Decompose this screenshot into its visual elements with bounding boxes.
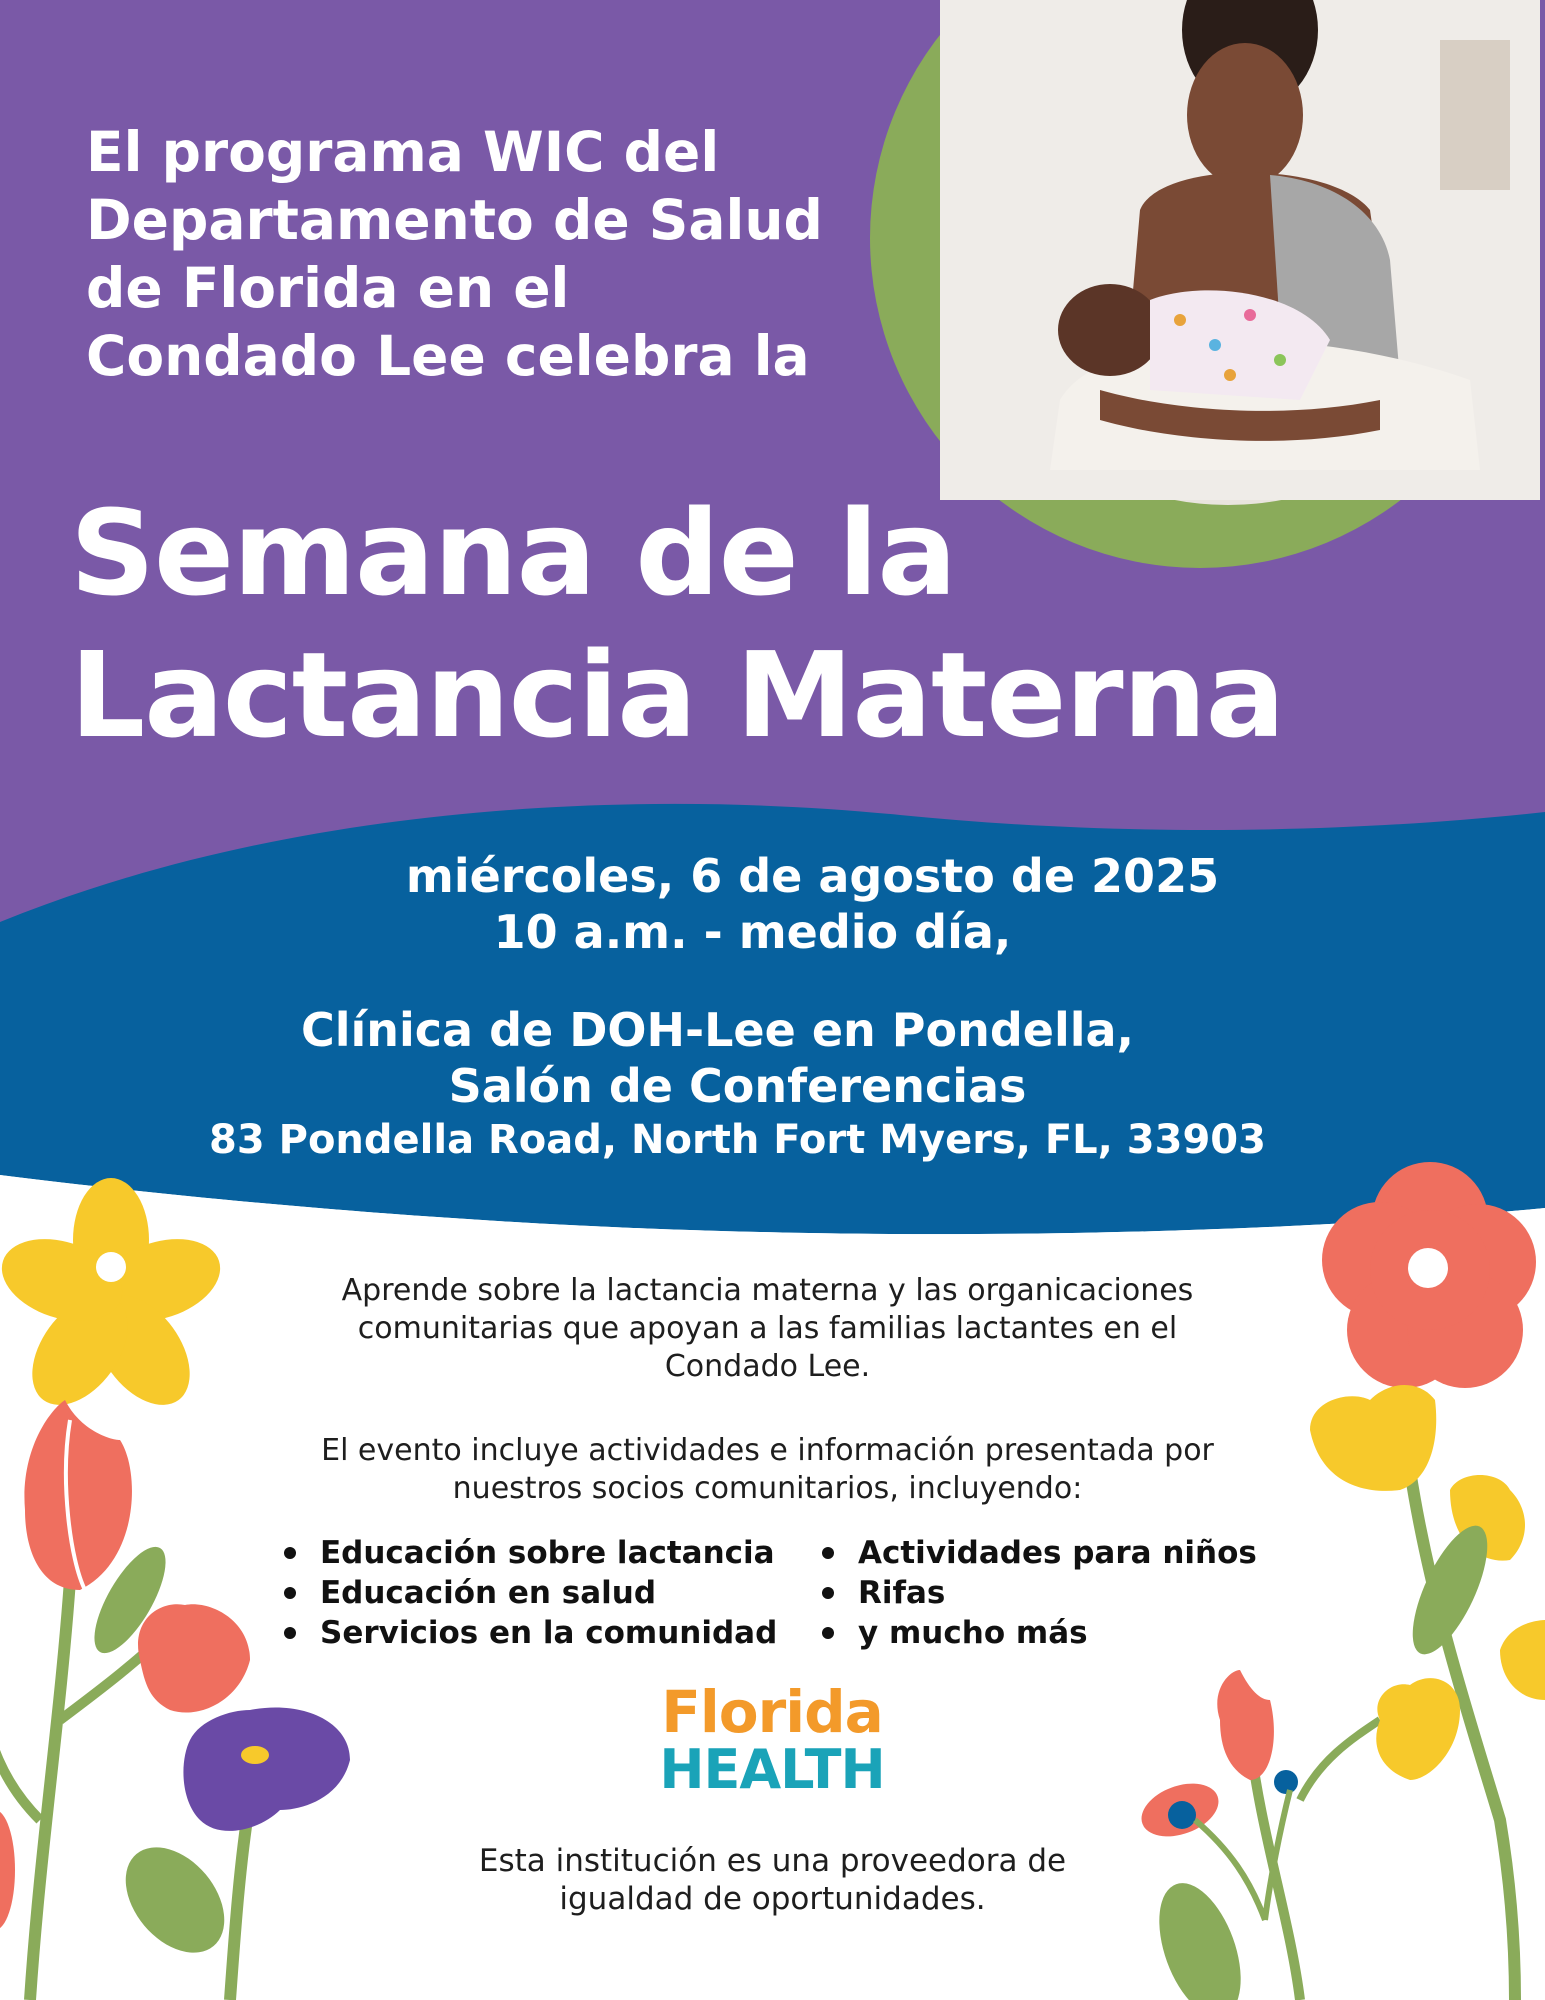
event-address: 83 Pondella Road, North Fort Myers, FL, 33903 xyxy=(209,1117,1266,1163)
description-line: Condado Lee. xyxy=(664,1349,871,1384)
activities-list-right xyxy=(818,1533,1318,1653)
list-item: y mucho más xyxy=(818,1613,1318,1653)
title-line: Semana de la xyxy=(70,484,956,622)
activities-list-left xyxy=(280,1533,820,1653)
mother-breastfeeding-baby-photo xyxy=(940,0,1540,500)
activities-intro xyxy=(230,1432,1305,1508)
description-line: comunitarias que apoyan a las familias lactantes en el xyxy=(357,1311,1178,1346)
event-date: miércoles, 6 de agosto de 2025 xyxy=(405,849,1220,903)
list-item: Servicios en la comunidad xyxy=(280,1613,820,1653)
activities-intro-line: El evento incluye actividades e información presentada por xyxy=(321,1433,1214,1468)
event-room: Salón de Conferencias xyxy=(448,1059,1027,1113)
list-item: Educación en salud xyxy=(280,1573,820,1613)
event-location: Clínica de DOH-Lee en Pondella, xyxy=(300,1003,1135,1057)
equal-opportunity-statement xyxy=(400,1842,1145,1918)
event-time: 10 a.m. - medio día, xyxy=(493,905,1012,959)
logo-line-health: HEALTH xyxy=(659,1738,885,1801)
event-details xyxy=(0,848,1545,1166)
title-line: Lactancia Materna xyxy=(70,626,1285,764)
logo-line-florida: Florida xyxy=(661,1678,883,1746)
description-paragraph xyxy=(240,1272,1295,1386)
intro-line: Departamento de Salud xyxy=(86,188,823,252)
list-item: Rifas xyxy=(818,1573,1318,1613)
intro-line: de Florida en el xyxy=(86,256,570,320)
florida-health-logo xyxy=(652,1678,892,1801)
intro-text xyxy=(86,118,866,390)
intro-line: El programa WIC del xyxy=(86,120,720,184)
event-title xyxy=(70,482,1490,766)
footer-line: igualdad de oportunidades. xyxy=(559,1881,986,1917)
list-item: Educación sobre lactancia xyxy=(280,1533,820,1573)
activities-intro-line: nuestros socios comunitarios, incluyendo: xyxy=(452,1471,1083,1506)
description-line: Aprende sobre la lactancia materna y las organicaciones xyxy=(341,1273,1194,1308)
footer-line: Esta institución es una proveedora de xyxy=(478,1843,1067,1879)
list-item: Actividades para niños xyxy=(818,1533,1318,1573)
intro-line: Condado Lee celebra la xyxy=(86,324,810,388)
